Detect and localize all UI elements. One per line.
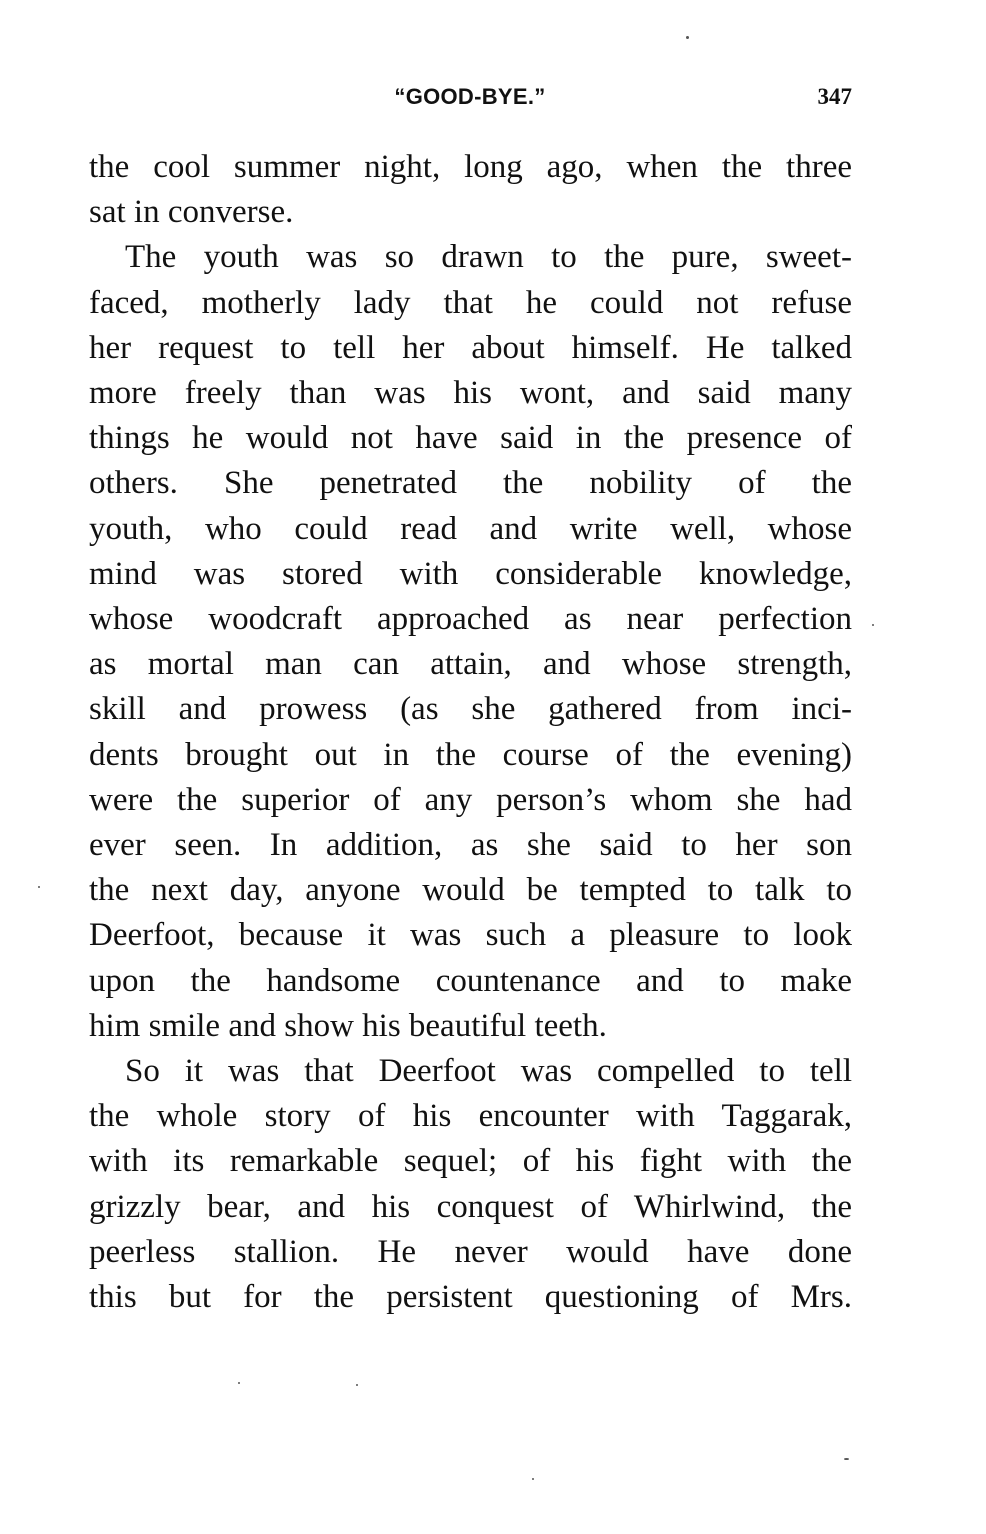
text-line: this but for the persistent questioning of Mrs. — [89, 1279, 852, 1316]
text-line: her request to tell her about himself. He talked — [89, 329, 852, 366]
text-line: Deerfoot, because it was such a pleasure to look — [89, 917, 852, 954]
text-line: mind was stored with considerable knowledge, — [89, 555, 852, 592]
scan-speck — [238, 1382, 240, 1384]
text-line: sat in converse. — [89, 194, 294, 231]
scan-speck — [872, 624, 874, 626]
scan-speck — [356, 1384, 358, 1386]
scan-speck — [38, 886, 40, 888]
text-line: with its remarkable sequel; of his fight with the — [89, 1143, 852, 1180]
scan-speck — [844, 1458, 849, 1460]
text-line: things he would not have said in the presence of — [89, 420, 852, 457]
text-line: more freely than was his wont, and said many — [89, 375, 852, 412]
paragraph — [89, 1049, 852, 1320]
text-line: So it was that Deerfoot was compelled to tell — [125, 1053, 852, 1090]
running-head — [88, 84, 852, 118]
body-text — [89, 145, 852, 1320]
text-line: whose woodcraft approached as near perfection — [89, 601, 852, 638]
text-line: the next day, anyone would be tempted to talk to — [89, 872, 852, 909]
text-line: grizzly bear, and his conquest of Whirlwind, the — [89, 1188, 852, 1225]
text-line: The youth was so drawn to the pure, sweet- — [125, 239, 852, 276]
text-line: faced, motherly lady that he could not refuse — [89, 284, 852, 321]
chapter-title: “GOOD-BYE.” — [394, 84, 546, 109]
scan-speck — [532, 1478, 534, 1480]
text-line: peerless stallion. He never would have done — [89, 1233, 852, 1270]
text-line: skill and prowess (as she gathered from inci- — [89, 691, 852, 728]
text-line: as mortal man can attain, and whose strength, — [89, 646, 852, 683]
text-line: were the superior of any person’s whom she had — [89, 781, 852, 818]
text-line: the whole story of his encounter with Taggarak, — [89, 1098, 852, 1135]
page-number: 347 — [817, 84, 852, 109]
text-line: him smile and show his beautiful teeth. — [89, 1007, 607, 1044]
text-line: dents brought out in the course of the evening) — [89, 736, 852, 773]
scan-speck — [686, 36, 689, 39]
text-line: the cool summer night, long ago, when the three — [89, 149, 852, 185]
text-line: ever seen. In addition, as she said to her son — [89, 827, 852, 864]
text-line: upon the handsome countenance and to make — [89, 962, 852, 999]
paragraph — [89, 145, 852, 235]
text-line: others. She penetrated the nobility of the — [89, 465, 852, 502]
text-line: youth, who could read and write well, whose — [89, 510, 852, 547]
paragraph — [89, 235, 852, 1049]
